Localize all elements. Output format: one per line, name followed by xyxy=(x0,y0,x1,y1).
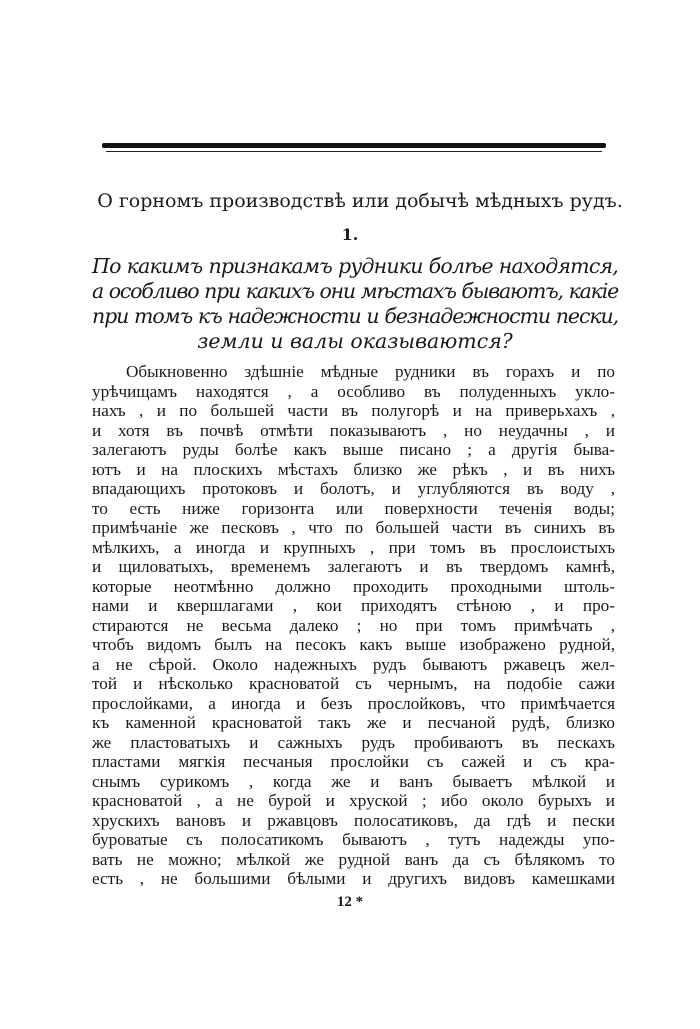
signature-mark: 12 * xyxy=(336,894,364,910)
body-line: хрускихъ вановъ и ржавцовъ полосатиковъ, да гдѣ и пески xyxy=(92,810,615,830)
body-paragraph xyxy=(92,362,615,889)
section-question xyxy=(92,254,618,354)
body-line: есть , не большими бѣлыми и другихъ видовъ камешками xyxy=(92,869,615,888)
question-line: а особливо при какихъ они мѣстахъ бываютъ, какіе xyxy=(92,279,618,303)
header-rule-thick xyxy=(102,143,606,148)
chapter-title: О горномъ производствѣ или добычѣ мѣдныхъ рудъ. xyxy=(97,190,623,212)
body-line: прослойками, а иногда и безъ прослойковъ, что примѣчается xyxy=(92,693,615,713)
question-line: при томъ къ надежности и безнадежности пески, xyxy=(92,304,618,328)
body-line: буроватые съ полосатикомъ бываютъ , тутъ надежды упо- xyxy=(92,830,615,849)
body-line: мѣлкихъ, а иногда и крупныхъ , при томъ въ прослоистыхъ xyxy=(92,537,615,557)
body-line: которые неотмѣнно должно проходить проходными штоль- xyxy=(92,576,615,596)
body-line: чтобъ видомъ былъ на песокъ какъ выше изображено рудной, xyxy=(92,635,615,654)
body-line: впадающихъ протоковъ и болотъ, и углубляются въ воду , xyxy=(92,479,615,498)
body-line: пластами мягкія песчаныя прослойки съ сажей и съ кра- xyxy=(92,752,615,771)
body-line: залегаютъ руды болѣе какъ выше писано ; а другія быва- xyxy=(92,440,615,459)
body-line: а не сѣрой. Около надежныхъ рудъ бываютъ ржавецъ жел- xyxy=(92,654,615,674)
body-line: вать не можно; мѣлкой же рудной ванъ да съ бѣлякомъ то xyxy=(92,849,615,869)
body-line: урѣчищамъ находятся , а особливо въ полуденныхъ укло- xyxy=(92,381,615,401)
body-line: же пластоватыхъ и сажныхъ рудъ пробиваютъ въ пескахъ xyxy=(92,732,615,752)
question-line: земли и валы оказываются? xyxy=(197,329,513,353)
section-number: 1. xyxy=(341,225,359,244)
body-line: къ каменной красноватой такъ же и песчаной рудѣ, близко xyxy=(92,713,615,732)
question-line: По какимъ признакамъ рудники болѣе находятся, xyxy=(92,254,618,278)
body-line: и хотя въ почвѣ отмѣти показываютъ , но неудачны , и xyxy=(92,420,615,440)
body-line: Обыкновенно здѣшніе мѣдные рудники въ горахъ и по xyxy=(126,362,615,381)
body-line: и щиловатыхъ, временемъ залегаютъ и въ твердомъ камнѣ, xyxy=(92,557,615,576)
body-line: примѣчаніе же песковъ , что по большей части въ синихъ въ xyxy=(92,518,615,537)
header-rule-thin xyxy=(106,151,602,152)
body-line: той и нѣсколько красноватой съ чернымъ, на подобіе сажи xyxy=(92,674,615,693)
body-line: снымъ сурикомъ , когда же и ванъ бываетъ мѣлкой и xyxy=(92,771,615,791)
body-line: нахъ , и по большей части въ полугорѣ и на приверьхахъ , xyxy=(92,401,615,420)
body-line: красноватой , а не бурой и хруской ; ибо около бурыхъ и xyxy=(92,791,615,810)
body-line: нами и квершлагами , кои приходятъ стѣною , и про- xyxy=(92,596,615,615)
body-line: то есть ниже горизонта или поверхности теченія воды; xyxy=(92,498,615,518)
body-line: ютъ и на плоскихъ мѣстахъ близко же рѣкъ , и въ нихъ xyxy=(92,459,615,479)
body-line: стираются не весьма далеко ; но при томъ примѣчать , xyxy=(92,615,615,635)
